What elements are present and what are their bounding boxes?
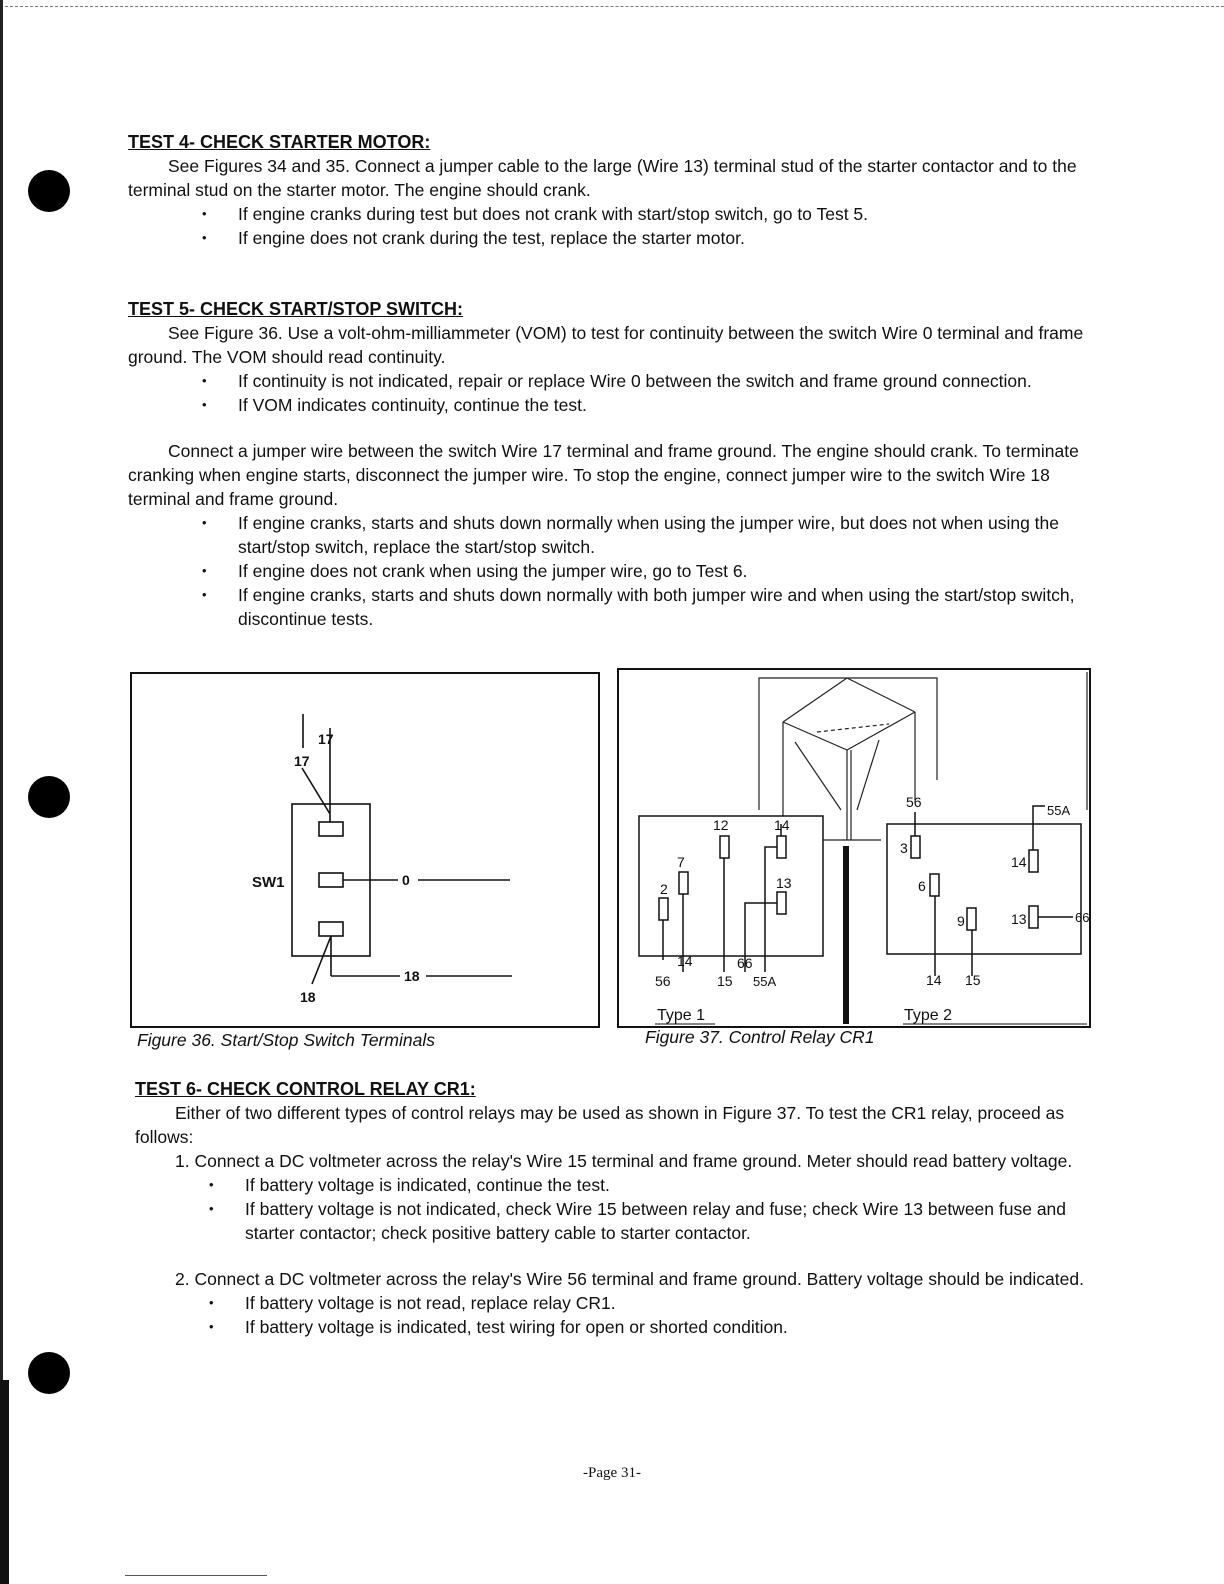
t1-label-13: 13 <box>776 875 792 891</box>
t2-label-3: 3 <box>900 840 908 856</box>
t1-label-7: 7 <box>677 854 685 870</box>
scan-top-rule <box>0 6 1224 7</box>
scan-left-edge-shadow <box>0 1380 9 1584</box>
test4-heading: TEST 4- CHECK STARTER MOTOR: <box>128 132 431 152</box>
test4-paragraph: See Figures 34 and 35. Connect a jumper cable to the large (Wire 13) terminal stud of the starter contactor and to the terminal stud on the starter motor. The engine should crank. <box>128 156 1077 200</box>
binder-hole-top <box>28 170 70 212</box>
t1-title: Type 1 <box>657 1007 706 1024</box>
t2-label-6: 6 <box>918 878 926 894</box>
t1-label-66: 66 <box>737 955 753 971</box>
label-17a: 17 <box>318 731 334 747</box>
figure37-box <box>617 668 1091 1028</box>
footer-rule <box>125 1575 267 1576</box>
figure36-box <box>130 672 600 1028</box>
t2-label-14: 14 <box>1011 854 1027 870</box>
test5-section <box>128 297 1088 631</box>
test4-bullet: • If engine cranks during test but does not crank with start/stop switch, go to Test 5. <box>238 202 1088 226</box>
label-18b: 18 <box>300 989 316 1005</box>
test5-bullet-list-2 <box>128 511 1088 631</box>
t2-label-55a: 55A <box>1047 803 1071 818</box>
label-17b: 17 <box>294 753 310 769</box>
t2-label-15: 15 <box>965 972 981 988</box>
figure36-diagram <box>132 674 598 1026</box>
test5-bullet: • If VOM indicates continuity, continue the test. <box>238 393 1088 417</box>
t1-label-55a: 55A <box>753 974 777 989</box>
type-divider <box>843 846 849 1024</box>
relay-housing-sketch <box>759 672 1087 840</box>
t2-label-14b: 14 <box>926 972 942 988</box>
wire-18-diagonal <box>312 936 331 984</box>
figure36-caption: Figure 36. Start/Stop Switch Terminals <box>137 1030 435 1050</box>
terminal-17 <box>319 822 343 836</box>
t1-label-56: 56 <box>655 973 671 989</box>
terminal-18 <box>319 922 343 936</box>
t1-label-2: 2 <box>660 881 668 897</box>
test6-bullet: • If battery voltage is indicated, test wiring for open or shorted condition. <box>245 1315 1095 1339</box>
label-0: 0 <box>402 872 410 888</box>
t1-label-14: 14 <box>677 953 693 969</box>
figure37-caption: Figure 37. Control Relay CR1 <box>645 1027 875 1047</box>
test6-bullet: • If battery voltage is not read, replace relay CR1. <box>245 1291 1095 1315</box>
test4-bullet: • If engine does not crank during the test, replace the starter motor. <box>238 226 1088 250</box>
t1-label-14-top: 14 <box>774 817 790 833</box>
terminal-0 <box>319 873 343 887</box>
figure37-diagram <box>619 670 1089 1026</box>
test5-bullet-list-1 <box>128 369 1088 417</box>
test5-heading: TEST 5- CHECK START/STOP SWITCH: <box>128 299 464 319</box>
test6-bullet: • If battery voltage is not indicated, check Wire 15 between relay and fuse; check Wire 13 between fuse and starter contactor; check positive battery cable to starter contactor. <box>245 1197 1095 1245</box>
binder-hole-bottom <box>28 1352 70 1394</box>
type2-relay <box>887 806 1081 976</box>
t2-title: Type 2 <box>904 1007 953 1024</box>
wire-17-diagonal <box>302 768 330 814</box>
binder-hole-middle <box>28 776 70 818</box>
test6-step2-bullets <box>135 1291 1095 1339</box>
t2-label-66: 66 <box>1075 910 1089 925</box>
test4-section <box>128 130 1088 250</box>
t2-label-56: 56 <box>906 794 922 810</box>
test4-bullet-list <box>128 202 1088 250</box>
label-sw1: SW1 <box>252 874 285 891</box>
scan-left-edge <box>0 0 3 1584</box>
test5-bullet: • If engine cranks, starts and shuts down normally with both jumper wire and when using the start/stop switch, discontinue tests. <box>238 583 1088 631</box>
test5-paragraph-1: See Figure 36. Use a volt-ohm-milliammeter (VOM) to test for continuity between the switch Wire 0 terminal and frame ground. The VOM should read continuity. <box>128 323 1084 367</box>
test6-paragraph: Either of two different types of control relays may be used as shown in Figure 37. To test the CR1 relay, proceed as follows: <box>135 1103 1065 1147</box>
test5-bullet: • If engine cranks, starts and shuts down normally when using the jumper wire, but does not when using the start/stop switch, replace the start/stop switch. <box>238 511 1088 559</box>
test6-step2: 2. Connect a DC voltmeter across the relay's Wire 56 terminal and frame ground. Battery voltage should be indicated. <box>175 1269 1084 1289</box>
test5-bullet: • If continuity is not indicated, repair or replace Wire 0 between the switch and frame ground connection. <box>238 369 1088 393</box>
t2-label-13: 13 <box>1011 911 1027 927</box>
test6-heading: TEST 6- CHECK CONTROL RELAY CR1: <box>135 1079 476 1099</box>
test6-section <box>135 1077 1095 1339</box>
test5-paragraph-2: Connect a jumper wire between the switch Wire 17 terminal and frame ground. The engine should crank. To terminate cranking when engine starts, disconnect the jumper wire. To stop the engine, connect jumper wire to the switch Wire 18 terminal and frame ground. <box>128 441 1079 509</box>
t1-label-12: 12 <box>713 817 729 833</box>
page-number: -Page 31- <box>583 1465 641 1481</box>
label-18a: 18 <box>404 968 420 984</box>
test6-step1-bullets <box>135 1173 1095 1245</box>
t1-label-15: 15 <box>717 973 733 989</box>
test6-step1: 1. Connect a DC voltmeter across the relay's Wire 15 terminal and frame ground. Meter should read battery voltage. <box>175 1151 1073 1171</box>
t2-label-9: 9 <box>957 913 965 929</box>
test5-bullet: • If engine does not crank when using the jumper wire, go to Test 6. <box>238 559 1088 583</box>
test6-bullet: • If battery voltage is indicated, continue the test. <box>245 1173 1095 1197</box>
